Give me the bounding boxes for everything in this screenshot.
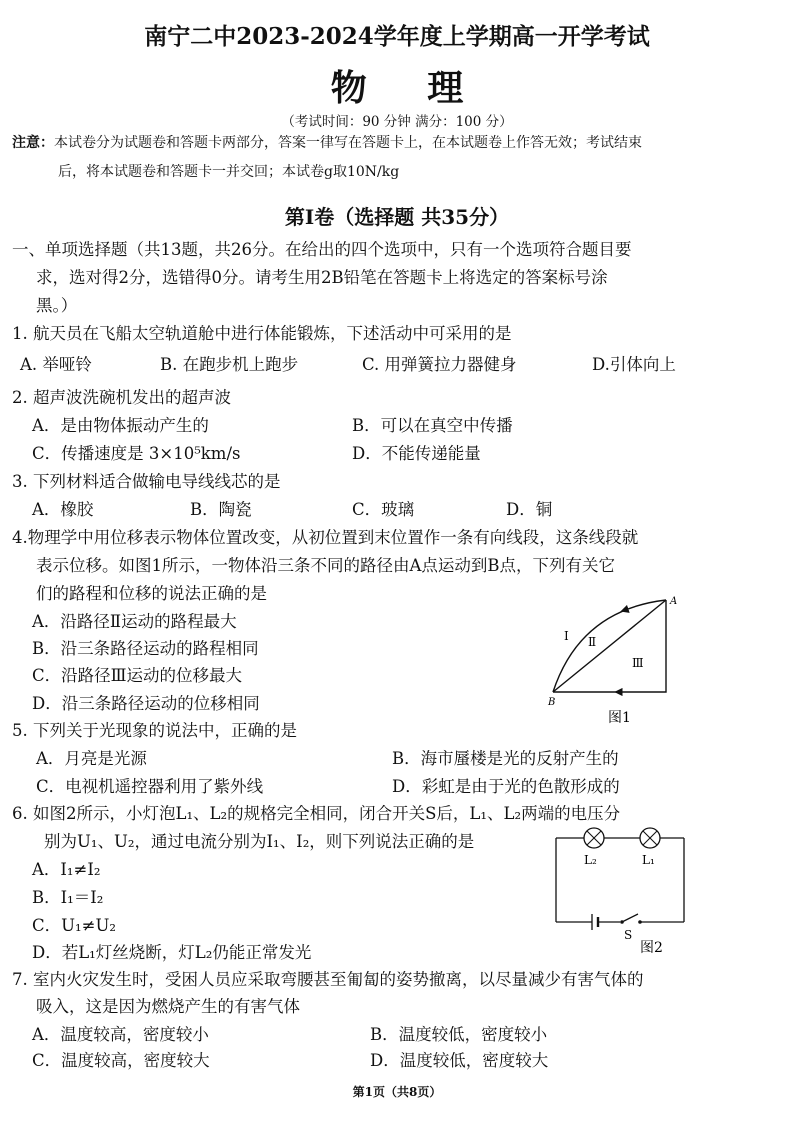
figure-2-circuit-diagram	[548, 822, 696, 958]
figure-2-caption: 图2	[640, 940, 663, 956]
q2-option-b: B．可以在真空中传播	[352, 416, 513, 435]
part1-instructions-3: 黑。）	[36, 296, 78, 315]
q4-stem-2: 表示位移。如图1所示，一物体沿三条不同的路径由A点运动到B点，下列有关它	[36, 556, 616, 575]
q4-option-a: A．沿路径Ⅱ运动的路程最大	[32, 612, 237, 631]
q7-stem-2: 吸入，这是因为燃烧产生的有害气体	[36, 997, 300, 1016]
figure-1-label-b: B	[548, 697, 556, 708]
figure-2-switch	[620, 914, 642, 924]
figure-2-label-s: S	[624, 928, 633, 942]
q6-option-c: C．U₁≠U₂	[32, 916, 116, 935]
figure-1-label-a: A	[670, 596, 678, 607]
q7-option-a: A．温度较高，密度较小	[32, 1025, 209, 1044]
figure-1-label-path-1: I	[564, 629, 569, 643]
figure-2-bulb-l2	[584, 828, 604, 848]
figure-1-path-i-arrow	[622, 609, 628, 611]
q4-option-b: B．沿三条路径运动的路程相同	[32, 639, 259, 658]
q4-stem-1: 4.物理学中用位移表示物体位置改变，从初位置到末位置作一条有向线段，这条线段就	[12, 528, 639, 547]
q5-option-d: D．彩虹是由于光的色散形成的	[392, 777, 620, 796]
q3-option-a: A．橡胶	[32, 500, 94, 519]
q6-stem-1: 6. 如图2所示，小灯泡L₁、L₂的规格完全相同，闭合开关S后，L₁、L₂两端的电压分	[12, 804, 621, 823]
exam-title: 南宁二中2023-2024学年度上学期高一开学考试	[144, 23, 650, 50]
q2-stem: 2. 超声波洗碗机发出的超声波	[12, 388, 231, 407]
q6-stem-2: 别为U₁、U₂，通过电流分别为I₁、I₂，则下列说法正确的是	[44, 832, 475, 851]
figure-2-battery	[592, 914, 598, 930]
q1-option-d: D.引体向上	[592, 355, 676, 374]
part1-instructions-2: 求，选对得2分，选错得0分。请考生用2B铅笔在答题卡上将选定的答案标号涂	[36, 268, 608, 287]
subject-title: 物 理	[330, 67, 488, 109]
exam-time-info: （考试时间：90 分钟 满分：100 分）	[281, 114, 513, 130]
q4-option-d: D．沿三条路径运动的位移相同	[32, 694, 260, 713]
q3-option-c: C．玻璃	[352, 500, 415, 519]
q6-option-a: A．I₁≠I₂	[32, 860, 101, 879]
q1-option-b: B. 在跑步机上跑步	[160, 355, 299, 374]
q6-option-d: D．若L₁灯丝烧断，灯L₂仍能正常发光	[32, 943, 312, 962]
q2-option-a: A．是由物体振动产生的	[32, 416, 209, 435]
q7-option-d: D．温度较低，密度较大	[370, 1051, 549, 1070]
notice-label: 注意：	[12, 135, 54, 151]
q5-option-b: B．海市蜃楼是光的反射产生的	[392, 749, 619, 768]
figure-1-caption: 图1	[608, 710, 631, 726]
q5-stem: 5. 下列关于光现象的说法中，正确的是	[12, 721, 297, 740]
q1-option-c: C. 用弹簧拉力器健身	[362, 355, 517, 374]
q1-stem: 1. 航天员在飞船太空轨道舱中进行体能锻炼，下述活动中可采用的是	[12, 324, 512, 343]
q7-stem-1: 7. 室内火灾发生时，受困人员应采取弯腰甚至匍匐的姿势撤离，以尽量减少有害气体的	[12, 970, 644, 989]
q2-option-d: D．不能传递能量	[352, 444, 481, 463]
q4-stem-3: 们的路程和位移的说法正确的是	[36, 584, 267, 603]
figure-1-path-ii	[553, 600, 666, 692]
figure-2-label-l1: L₁	[642, 853, 655, 867]
q3-option-d: D．铜	[506, 500, 553, 519]
figure-1-label-path-3: Ⅲ	[632, 656, 644, 670]
q6-option-b: B．I₁＝I₂	[32, 888, 104, 907]
q7-option-b: B．温度较低，密度较小	[370, 1025, 548, 1044]
figure-1-label-path-2: Ⅱ	[588, 635, 597, 649]
notice-line-1	[12, 132, 642, 152]
section-title: 第Ⅰ卷（选择题 共35分）	[284, 205, 510, 229]
q4-option-c: C．沿路径Ⅲ运动的位移最大	[32, 666, 243, 685]
notice-text-1: 本试卷分为试题卷和答题卡两部分，答案一律写在答题卡上，在本试题卷上作答无效；考试结束	[54, 135, 642, 151]
q1-option-a: A. 举哑铃	[20, 355, 92, 374]
figure-2-bulb-l1	[640, 828, 660, 848]
q5-option-a: A．月亮是光源	[36, 749, 147, 768]
q3-option-b: B．陶瓷	[190, 500, 252, 519]
q7-option-c: C．温度较高，密度较大	[32, 1051, 210, 1070]
part1-instructions-1: 一、单项选择题（共13题，共26分。在给出的四个选项中，只有一个选项符合题目要	[12, 240, 632, 259]
page-footer: 第1页（共8页）	[352, 1085, 442, 1099]
q5-option-c: C．电视机遥控器利用了紫外线	[36, 777, 264, 796]
q2-option-c: C．传播速度是 3×10⁵km/s	[32, 444, 241, 463]
figure-1-paths-diagram	[540, 592, 690, 728]
figure-2-label-l2: L₂	[584, 853, 597, 867]
notice-line-2: 后，将本试题卷和答题卡一并交回；本试卷g取10N/kg	[58, 164, 400, 180]
q3-stem: 3. 下列材料适合做输电导线线芯的是	[12, 472, 281, 491]
